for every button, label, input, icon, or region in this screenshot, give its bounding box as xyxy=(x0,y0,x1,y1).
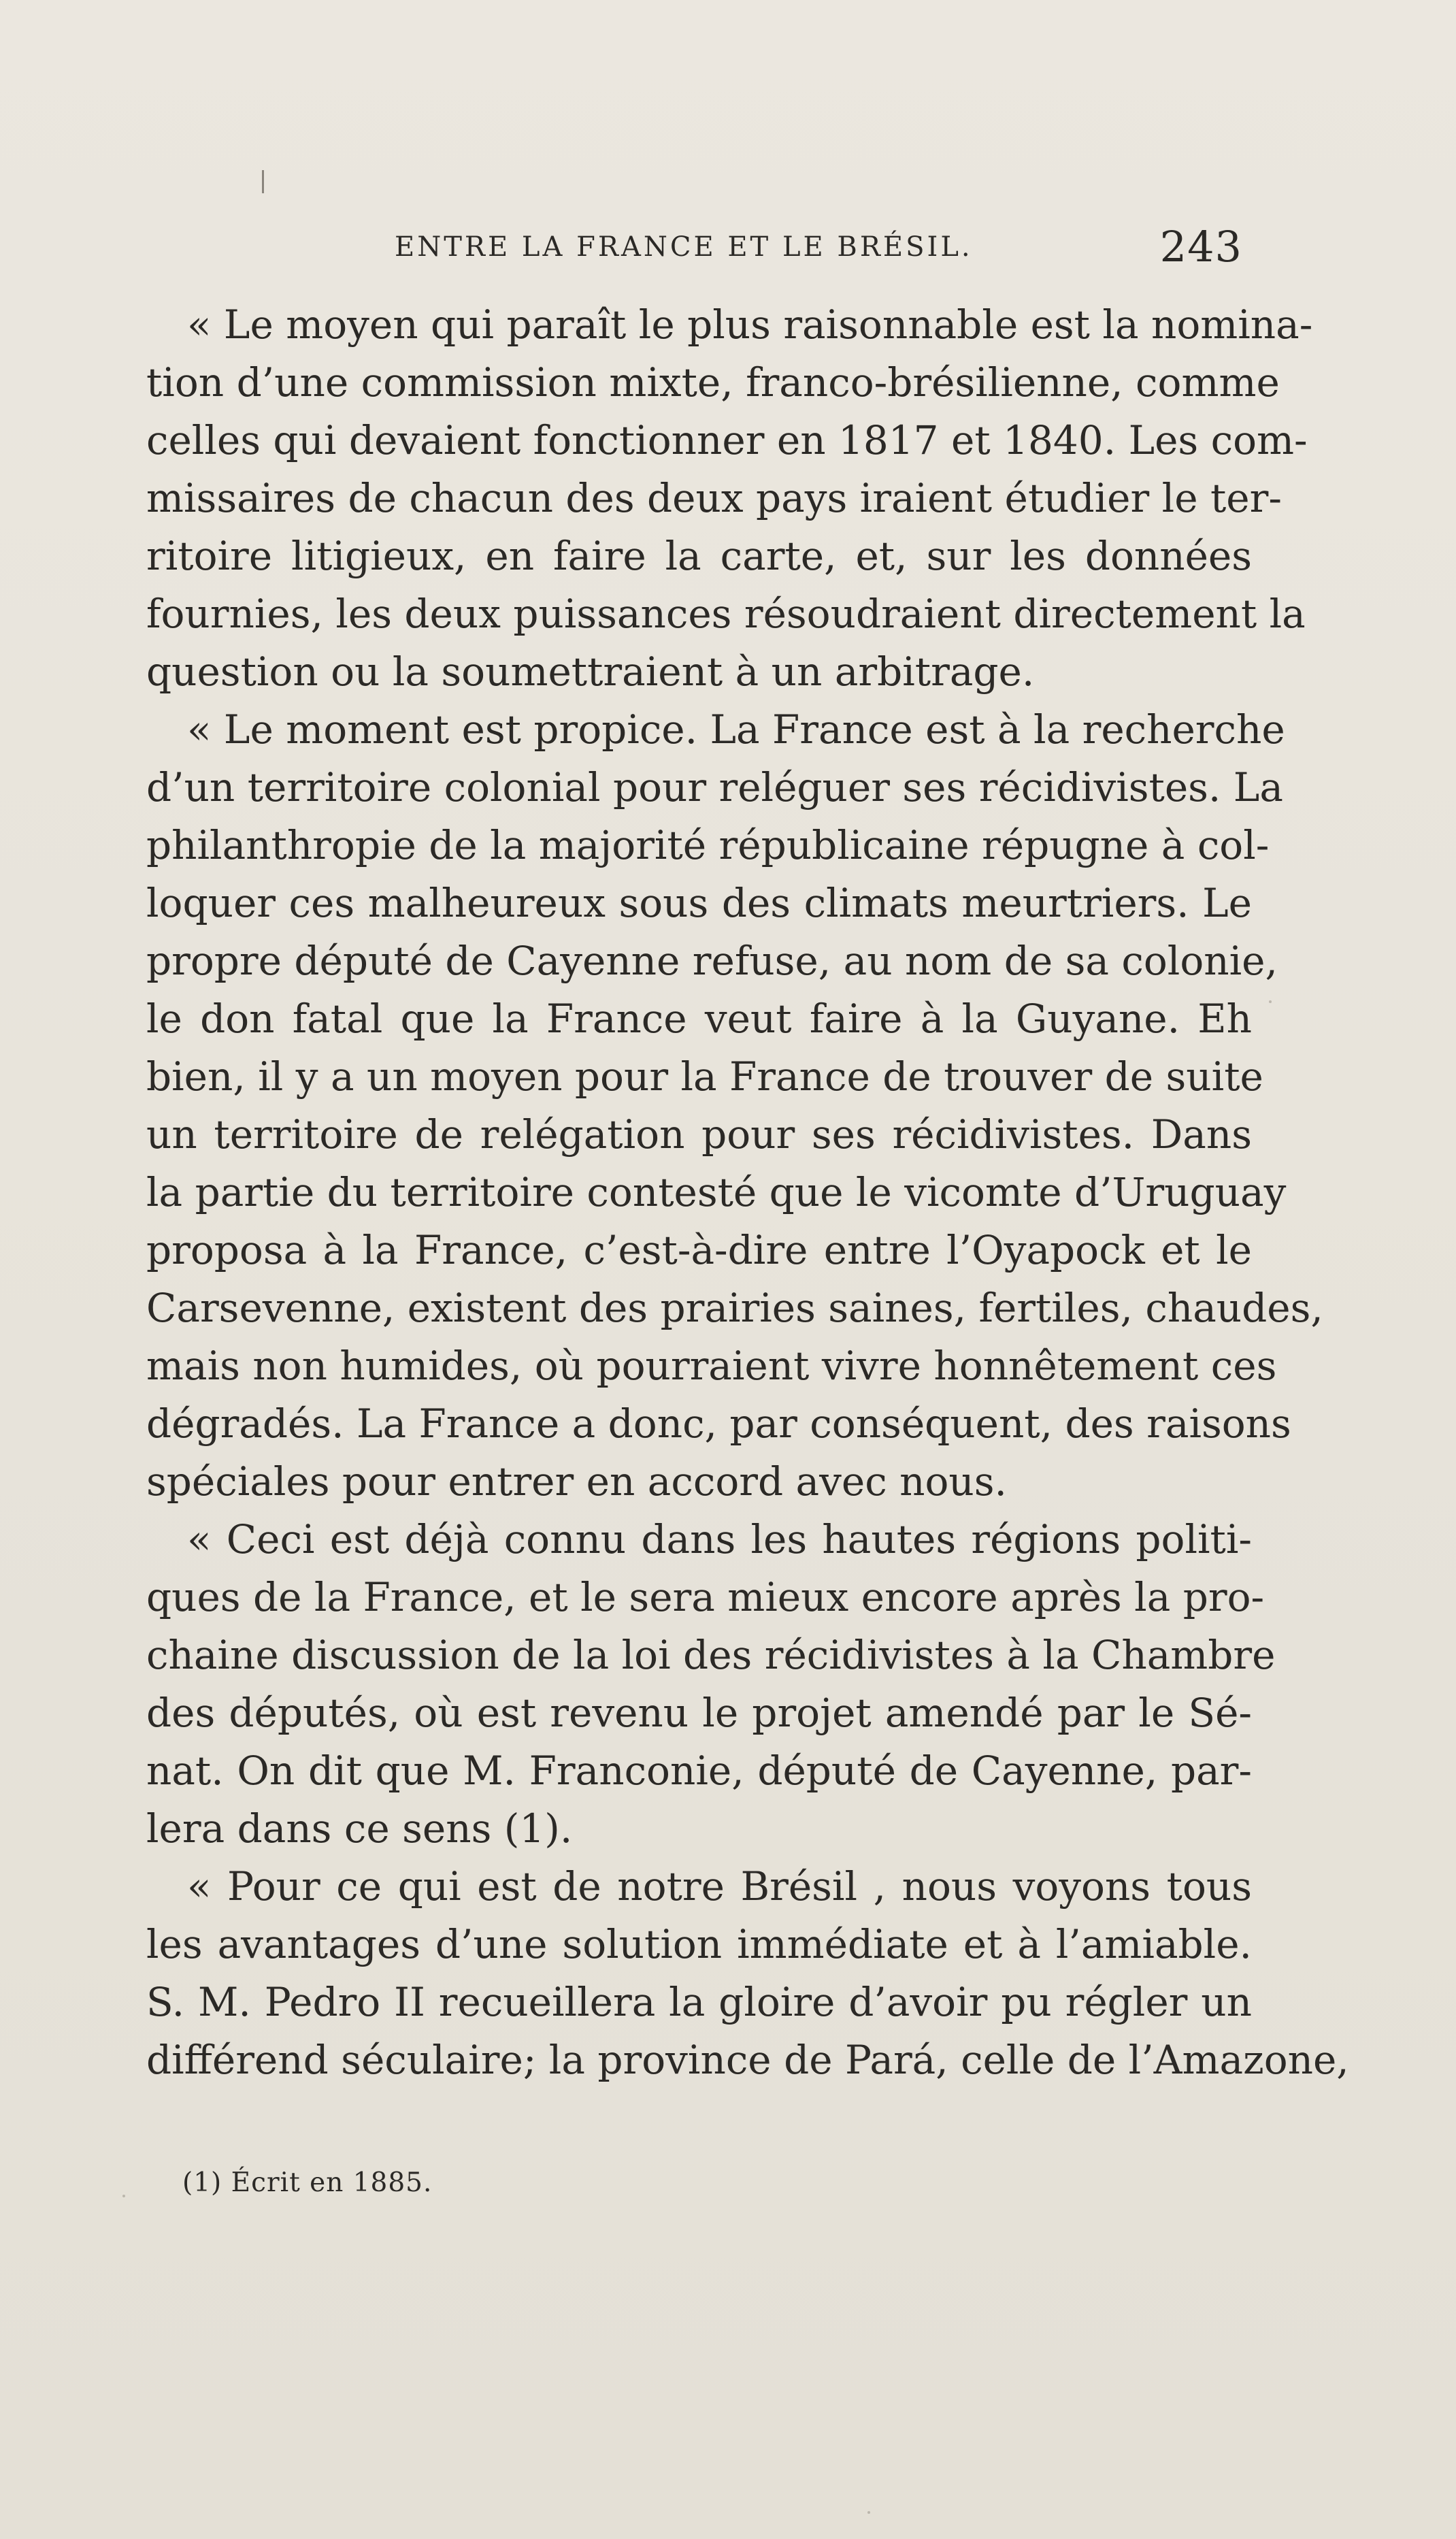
footnote: (1) Écrit en 1885. xyxy=(182,2167,433,2198)
paper-speck xyxy=(1269,1000,1272,1003)
text-line: celles qui devaient fonctionner en 1817 et 1840. Les com- xyxy=(146,417,1308,463)
text-line: « Ceci est déjà connu dans les hautes régions politi- xyxy=(187,1516,1252,1562)
paper-speck xyxy=(867,2511,870,2514)
text-line: « Pour ce qui est de notre Brésil , nous voyons tous xyxy=(187,1863,1252,1910)
text-line: question ou la soumettraient à un arbitrage. xyxy=(146,649,1035,695)
text-line: tion d’une commission mixte, franco-brésilienne, comme xyxy=(146,359,1280,406)
text-line: philanthropie de la majorité républicaine répugne à col- xyxy=(146,822,1270,868)
page-number: 243 xyxy=(1159,222,1242,272)
text-line: fournies, les deux puissances résoudraient directement la xyxy=(146,591,1306,637)
paper-speck xyxy=(122,2195,125,2197)
text-line: ritoire litigieux, en faire la carte, et, sur les données xyxy=(146,533,1252,579)
text-line: ques de la France, et le sera mieux encore après la pro- xyxy=(146,1574,1265,1620)
text-line: loquer ces malheureux sous des climats meurtriers. Le xyxy=(146,880,1252,926)
text-line: « Le moment est propice. La France est à la recherche xyxy=(187,706,1285,753)
text-line: dégradés. La France a donc, par conséquent, des raisons xyxy=(146,1400,1291,1447)
text-line: la partie du territoire contesté que le vicomte d’Uruguay xyxy=(146,1169,1287,1215)
text-line: « Le moyen qui paraît le plus raisonnable est la nomina- xyxy=(187,301,1313,348)
text-line: Carsevenne, existent des prairies saines, fertiles, chaudes, xyxy=(146,1285,1323,1331)
text-line: missaires de chacun des deux pays iraient étudier le ter- xyxy=(146,475,1282,521)
body-text xyxy=(146,296,1349,2089)
text-line: mais non humides, où pourraient vivre honnêtement ces xyxy=(146,1343,1277,1389)
text-line: lera dans ce sens (1). xyxy=(146,1805,573,1852)
text-line: S. M. Pedro II recueillera la gloire d’avoir pu régler un xyxy=(146,1979,1252,2025)
text-line: différend séculaire; la province de Pará, celle de l’Amazone, xyxy=(146,2037,1349,2083)
text-line: les avantages d’une solution immédiate et à l’amiable. xyxy=(146,1921,1252,1967)
text-line: d’un territoire colonial pour reléguer ses récidivistes. La xyxy=(146,764,1283,810)
running-title: ENTRE LA FRANCE ET LE BRÉSIL. xyxy=(395,231,973,263)
text-line: proposa à la France, c’est-à-dire entre l’Oyapock et le xyxy=(146,1227,1252,1273)
text-line: nat. On dit que M. Franconie, député de Cayenne, par- xyxy=(146,1748,1252,1794)
text-line: des députés, où est revenu le projet amendé par le Sé- xyxy=(146,1690,1252,1736)
text-line: le don fatal que la France veut faire à la Guyane. Eh xyxy=(146,996,1252,1042)
text-line: un territoire de relégation pour ses récidivistes. Dans xyxy=(146,1111,1252,1158)
text-line: bien, il y a un moyen pour la France de trouver de suite xyxy=(146,1053,1263,1100)
text-line: spéciales pour entrer en accord avec nous. xyxy=(146,1458,1007,1505)
margin-mark xyxy=(262,170,264,193)
text-line: chaine discussion de la loi des récidivistes à la Chambre xyxy=(146,1632,1276,1678)
text-line: propre député de Cayenne refuse, au nom de sa colonie, xyxy=(146,938,1278,984)
